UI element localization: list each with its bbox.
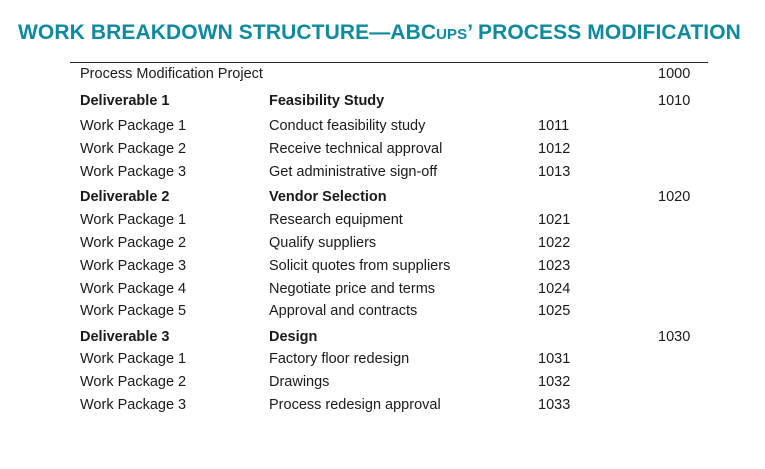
work-package-label: Work Package 3	[80, 258, 187, 274]
work-package-code: 1024	[538, 281, 571, 297]
deliverable-row	[0, 90, 765, 112]
deliverable-code: 1020	[658, 189, 691, 205]
work-package-row	[0, 209, 765, 231]
deliverable-row	[0, 186, 765, 208]
work-package-row	[0, 278, 765, 300]
work-package-label: Work Package 1	[80, 351, 187, 367]
work-package-name: Process redesign approval	[269, 397, 441, 413]
title-part-1: WORK BREAKDOWN STRUCTURE—ABC	[18, 21, 437, 44]
work-package-label: Work Package 2	[80, 235, 187, 251]
work-package-name: Drawings	[269, 374, 330, 390]
work-package-row	[0, 394, 765, 416]
work-package-code: 1012	[538, 141, 571, 157]
deliverable-code: 1030	[658, 329, 691, 345]
deliverable-name: Feasibility Study	[269, 93, 385, 109]
work-package-code: 1033	[538, 397, 571, 413]
work-package-name: Get administrative sign-off	[269, 164, 438, 180]
deliverable-label: Deliverable 3	[80, 329, 170, 345]
work-package-label: Work Package 2	[80, 141, 187, 157]
work-package-row	[0, 255, 765, 277]
deliverable-row	[0, 326, 765, 348]
work-package-name: Receive technical approval	[269, 141, 443, 157]
work-package-name: Research equipment	[269, 212, 403, 228]
work-package-row	[0, 348, 765, 370]
title-part-2: UPS	[436, 26, 468, 43]
page-title	[18, 21, 741, 45]
work-package-name: Conduct feasibility study	[269, 118, 426, 134]
work-package-label: Work Package 3	[80, 164, 187, 180]
work-package-row	[0, 115, 765, 137]
work-package-row	[0, 232, 765, 254]
work-package-row	[0, 138, 765, 160]
deliverable-name: Design	[269, 329, 318, 345]
work-package-label: Work Package 4	[80, 281, 187, 297]
work-package-code: 1025	[538, 303, 571, 319]
work-package-row	[0, 371, 765, 393]
project-row	[0, 63, 765, 85]
project-label: Process Modification Project	[80, 66, 263, 82]
work-package-label: Work Package 1	[80, 118, 187, 134]
work-package-name: Solicit quotes from suppliers	[269, 258, 451, 274]
deliverable-code: 1010	[658, 93, 691, 109]
work-package-code: 1013	[538, 164, 571, 180]
work-package-name: Approval and contracts	[269, 303, 418, 319]
work-package-code: 1011	[538, 118, 570, 134]
work-package-row	[0, 161, 765, 183]
title-part-3: ’ PROCESS MODIFICATION	[467, 21, 741, 44]
deliverable-label: Deliverable 1	[80, 93, 170, 109]
work-package-code: 1021	[538, 212, 571, 228]
work-package-name: Qualify suppliers	[269, 235, 377, 251]
work-package-label: Work Package 1	[80, 212, 187, 228]
work-package-label: Work Package 2	[80, 374, 187, 390]
work-package-name: Factory floor redesign	[269, 351, 410, 367]
project-code: 1000	[658, 66, 691, 82]
work-package-code: 1032	[538, 374, 571, 390]
work-package-name: Negotiate price and terms	[269, 281, 436, 297]
work-package-code: 1031	[538, 351, 571, 367]
work-package-label: Work Package 5	[80, 303, 187, 319]
work-package-code: 1023	[538, 258, 571, 274]
work-package-label: Work Package 3	[80, 397, 187, 413]
deliverable-label: Deliverable 2	[80, 189, 170, 205]
deliverable-name: Vendor Selection	[269, 189, 387, 205]
work-package-row	[0, 300, 765, 322]
work-package-code: 1022	[538, 235, 571, 251]
